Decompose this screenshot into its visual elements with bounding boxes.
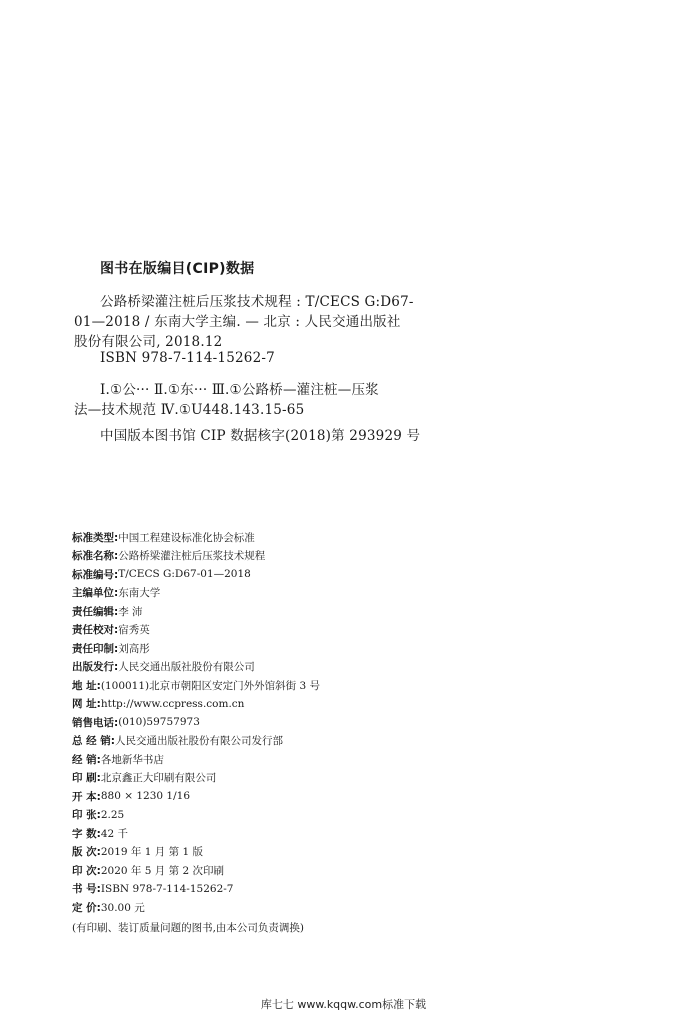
spec-value: 北京鑫正大印刷有限公司 — [100, 772, 217, 785]
spec-label: 开 本: — [72, 790, 101, 803]
spec-label: 责任校对: — [72, 624, 119, 637]
spec-row-distributor — [72, 750, 632, 769]
spec-label: 版 次: — [72, 846, 101, 859]
spec-label: 地 址: — [72, 679, 101, 692]
spec-label: 总 经 销: — [72, 735, 116, 748]
spec-row-edition — [72, 843, 632, 862]
cip-line-subject: Ⅰ.①公··· Ⅱ.①东··· Ⅲ.①公路桥—灌注桩—压浆 — [100, 382, 379, 398]
spec-value: http://www.ccpress.com.cn — [100, 697, 245, 710]
spec-value: 李 沛 — [118, 605, 143, 618]
spec-value: T/CECS G:D67-01—2018 — [118, 568, 251, 581]
spec-row-general-distributor — [72, 732, 632, 751]
cip-line-isbn: ISBN 978-7-114-15262-7 — [100, 350, 275, 366]
spec-label: 印 次: — [72, 864, 101, 877]
spec-label: 主编单位: — [72, 587, 119, 600]
cip-title: 图书在版编目(CIP)数据 — [100, 261, 255, 277]
spec-row-printing — [72, 861, 632, 880]
spec-value: (100011)北京市朝阳区安定门外外馆斜街 3 号 — [100, 679, 320, 692]
spec-label: 责任编辑: — [72, 605, 119, 618]
spec-value: 30.00 元 — [100, 901, 145, 914]
spec-label: 书 号: — [72, 883, 101, 896]
spec-label: 定 价: — [72, 901, 101, 914]
cip-line-publisher-date: 股份有限公司, 2018.12 — [74, 334, 223, 350]
spec-label: 销售电话: — [72, 716, 119, 729]
spec-row-publisher — [72, 658, 632, 677]
spec-value: 42 千 — [100, 827, 129, 840]
spec-value: 人民交通出版社股份有限公司 — [118, 661, 255, 674]
spec-row-standard-type — [72, 528, 632, 547]
spec-value: 宿秀英 — [118, 624, 150, 637]
spec-row-print-supervisor — [72, 639, 632, 658]
spec-value: 2.25 — [100, 808, 125, 821]
watermark-footer: 库七七 www.kqqw.com标准下载 — [260, 998, 427, 1011]
spec-label: 字 数: — [72, 827, 101, 840]
spec-row-sheets — [72, 806, 632, 825]
spec-value: 2020 年 5 月 第 2 次印刷 — [100, 864, 224, 877]
spec-value: 东南大学 — [118, 587, 161, 600]
spec-label: 经 销: — [72, 753, 101, 766]
spec-value: 2019 年 1 月 第 1 版 — [100, 846, 203, 859]
spec-row-chief-editor-unit — [72, 584, 632, 603]
spec-value: 人民交通出版社股份有限公司发行部 — [115, 735, 284, 748]
spec-value: 公路桥梁灌注桩后压浆技术规程 — [118, 550, 266, 563]
spec-row-standard-number — [72, 565, 632, 584]
quality-note: (有印刷、装订质量问题的图书,由本公司负责调换) — [72, 922, 305, 934]
spec-value: 880 × 1230 1/16 — [100, 790, 191, 803]
spec-row-address — [72, 676, 632, 695]
cip-line-catalog-number: 中国版本图书馆 CIP 数据核字(2018)第 293929 号 — [100, 428, 421, 444]
spec-label: 标准编号: — [72, 568, 119, 581]
spec-label: 网 址: — [72, 698, 101, 711]
spec-row-responsible-editor — [72, 602, 632, 621]
spec-row-website — [72, 695, 632, 714]
spec-label: 标准名称: — [72, 550, 119, 563]
spec-label: 印 刷: — [72, 772, 101, 785]
spec-value: 中国工程建设标准化协会标准 — [118, 531, 255, 544]
spec-row-price — [72, 898, 632, 917]
spec-label: 出版发行: — [72, 661, 119, 674]
cip-line-classification: 法—技术规范 Ⅳ.①U448.143.15-65 — [74, 402, 305, 418]
spec-value: 刘高彤 — [118, 642, 150, 655]
spec-row-word-count — [72, 824, 632, 843]
spec-value: 各地新华书店 — [100, 753, 164, 766]
book-specs — [72, 528, 632, 917]
cip-line-publisher: 01—2018 / 东南大学主编. — 北京 : 人民交通出版社 — [74, 314, 401, 330]
spec-row-sales-phone — [72, 713, 632, 732]
spec-label: 标准类型: — [72, 531, 119, 544]
spec-value: (010)59757973 — [118, 716, 200, 729]
spec-label: 印 张: — [72, 809, 101, 822]
spec-row-format — [72, 787, 632, 806]
spec-row-printer — [72, 769, 632, 788]
spec-row-standard-name — [72, 547, 632, 566]
spec-row-proofreader — [72, 621, 632, 640]
cip-line-title-series: 公路桥梁灌注桩后压浆技术规程 : T/CECS G:D67- — [100, 294, 414, 310]
spec-value: ISBN 978-7-114-15262-7 — [100, 882, 234, 895]
spec-row-book-number — [72, 880, 632, 899]
spec-label: 责任印制: — [72, 642, 119, 655]
